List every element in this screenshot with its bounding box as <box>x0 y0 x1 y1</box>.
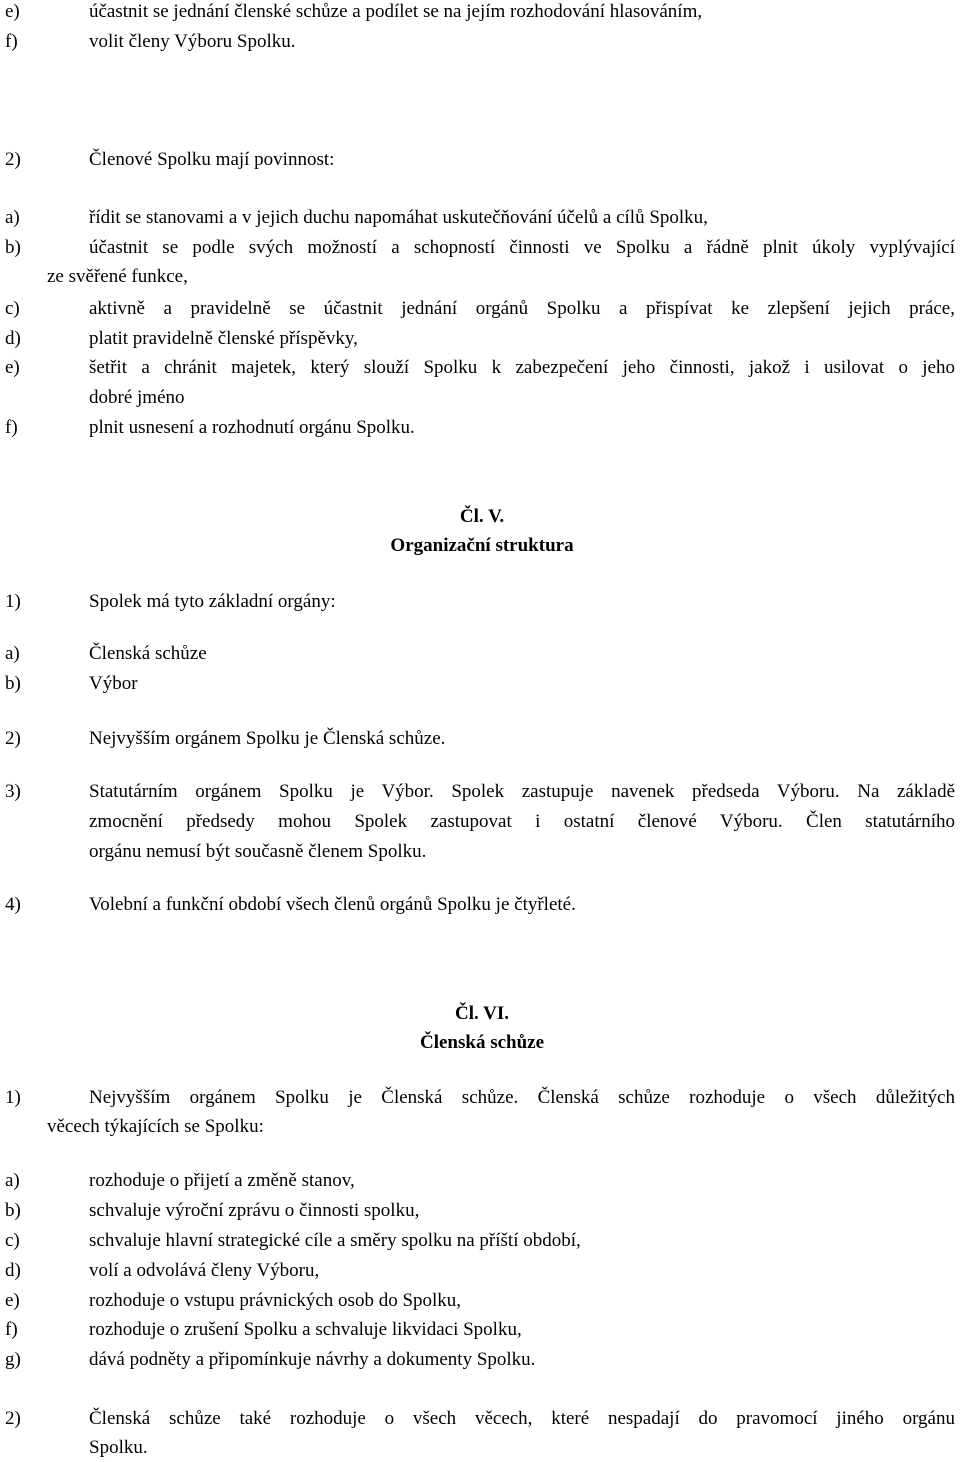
list-label: d) <box>5 328 21 349</box>
list-item-continuation: dobré jméno <box>89 387 185 408</box>
list-item-text: Výbor <box>89 673 138 694</box>
article-title: Organizační struktura <box>390 535 574 556</box>
list-label: a) <box>5 643 20 664</box>
paragraph-number: 1) <box>5 1087 21 1108</box>
list-label: d) <box>5 1260 21 1281</box>
list-label: b) <box>5 673 21 694</box>
list-item-text: dává podněty a připomínkuje návrhy a dokumenty Spolku. <box>89 1349 536 1370</box>
paragraph-number: 2) <box>5 149 21 170</box>
list-label: a) <box>5 1170 20 1191</box>
article-number: Čl. VI. <box>454 1003 510 1024</box>
list-label: c) <box>5 298 20 319</box>
list-item-text: šetřit a chránit majetek, který slouží Spolku k zabezpečení jeho činnosti, jakož i usilovat o jeho <box>89 357 955 378</box>
paragraph-text: Nejvyšším orgánem Spolku je Členská schůze. Členská schůze rozhoduje o všech důležitých <box>89 1087 955 1108</box>
list-item-text: volí a odvolává členy Výboru, <box>89 1260 320 1281</box>
paragraph-text: Nejvyšším orgánem Spolku je Členská schůze. <box>89 728 446 749</box>
list-label: e) <box>5 1290 20 1311</box>
list-label: g) <box>5 1349 21 1370</box>
list-label: e) <box>5 357 20 378</box>
list-item-text: účastnit se podle svých možností a schopností činnosti ve Spolku a řádně plnit úkoly vyplývající <box>89 237 955 258</box>
list-item-text: rozhoduje o zrušení Spolku a schvaluje likvidaci Spolku, <box>89 1319 522 1340</box>
list-label: b) <box>5 237 21 258</box>
list-label: c) <box>5 1230 20 1251</box>
paragraph-number: 1) <box>5 591 21 612</box>
list-item-text: schvaluje výroční zprávu o činnosti spolku, <box>89 1200 420 1221</box>
list-item-text: schvaluje hlavní strategické cíle a směry spolku na příští období, <box>89 1230 581 1251</box>
paragraph-text: zmocnění předsedy mohou Spolek zastupovat i ostatní členové Výboru. Člen statutárního <box>89 811 955 832</box>
article-number: Čl. V. <box>459 506 505 527</box>
list-item-text: Členská schůze <box>89 643 207 664</box>
article-title: Členská schůze <box>419 1032 545 1053</box>
paragraph-number: 4) <box>5 894 21 915</box>
paragraph-continuation: věcech týkajících se Spolku: <box>47 1116 264 1137</box>
paragraph-text: Spolek má tyto základní orgány: <box>89 591 336 612</box>
list-label: f) <box>5 417 18 438</box>
list-item-text: platit pravidelně členské příspěvky, <box>89 328 358 349</box>
list-item-continuation: ze svěřené funkce, <box>47 266 188 287</box>
paragraph-text: Členská schůze také rozhoduje o všech věcech, které nespadají do pravomocí jiného orgánu <box>89 1408 955 1429</box>
paragraph-text: orgánu nemusí být současně členem Spolku. <box>89 841 427 862</box>
paragraph-continuation: Spolku. <box>89 1437 148 1458</box>
list-label: f) <box>5 31 18 52</box>
list-label: f) <box>5 1319 18 1340</box>
paragraph-number: 2) <box>5 728 21 749</box>
paragraph-text: Statutárním orgánem Spolku je Výbor. Spolek zastupuje navenek předseda Výboru. Na základě <box>89 781 955 802</box>
list-label: a) <box>5 207 20 228</box>
list-item-text: plnit usnesení a rozhodnutí orgánu Spolku. <box>89 417 415 438</box>
list-label: b) <box>5 1200 21 1221</box>
list-item-text: aktivně a pravidelně se účastnit jednání orgánů Spolku a přispívat ke zlepšení jejich práce, <box>89 298 955 319</box>
list-item-text: řídit se stanovami a v jejich duchu napomáhat uskutečňování účelů a cílů Spolku, <box>89 207 708 228</box>
paragraph-number: 3) <box>5 781 21 802</box>
list-label: e) <box>5 1 20 22</box>
list-item-text: účastnit se jednání členské schůze a podílet se na jejím rozhodování hlasováním, <box>89 1 703 22</box>
paragraph-number: 2) <box>5 1408 21 1429</box>
list-item-text: rozhoduje o vstupu právnických osob do Spolku, <box>89 1290 462 1311</box>
paragraph-heading: Členové Spolku mají povinnost: <box>89 149 335 170</box>
list-item-text: rozhoduje o přijetí a změně stanov, <box>89 1170 355 1191</box>
paragraph-text: Volební a funkční období všech členů orgánů Spolku je čtyřleté. <box>89 894 576 915</box>
list-item-text: volit členy Výboru Spolku. <box>89 31 296 52</box>
